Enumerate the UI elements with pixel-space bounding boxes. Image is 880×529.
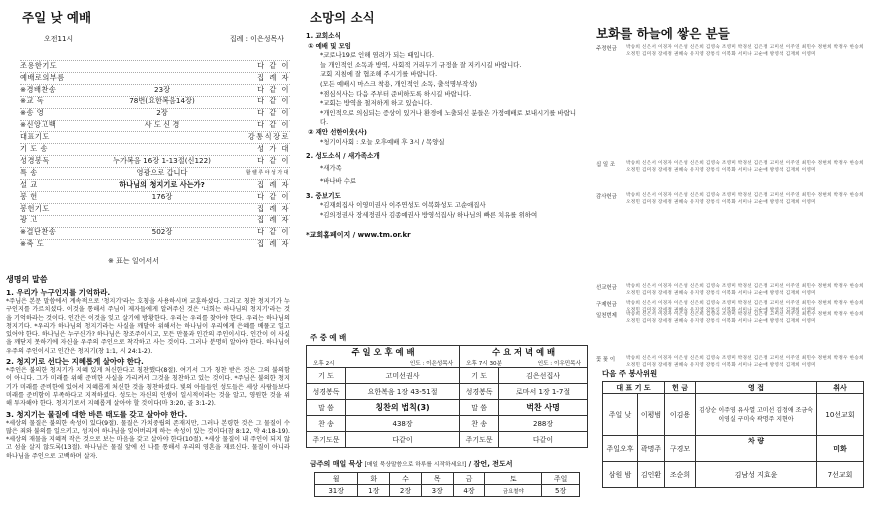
notice-line: *코로나19로 인해 염려가 되는 때입니다. xyxy=(320,51,435,60)
row3-prayer: 김인환 xyxy=(638,462,665,488)
row-value: 벅찬 사명 xyxy=(499,400,588,416)
order-content: 누가복음 16장 1-13절(신122) xyxy=(113,155,211,165)
chapter-cell: 31장 xyxy=(315,485,358,497)
notice-line: *교회는 방역을 철저하게 하고 있습니다. xyxy=(320,99,433,108)
order-name: 설 교 xyxy=(20,179,38,189)
point2-text: *주인은 불의한 청지기가 지혜 있게 처신한다고 칭찬했다(8절). 여기서 그가 칭찬 받은 것은 그의 불의함이 아니다. 그가 미래를 위해 준비한 사실을 가리켜서 그것을 칭찬하고 있는 것이다. *주님은 불의한 청지기가 미래를 준비한에 있어서 지혜롭게 처신한 것을 칭찬하셨다. 빛의 아들들인 성도들은 세상 사람들보다 미래를 준비함이 부족하다고 지적하셨다. 성도는 자신의 인생이 일시적이라는 것을 알고, 영원한 것을 위해 투자해야 한다. 청지기로서 지혜롭게 살아야 할 것이다(마 3:20, 골 3:1-2). xyxy=(6,367,290,408)
offering-group-label: 감사헌금 xyxy=(596,194,617,200)
day-cell: 목 xyxy=(421,473,453,485)
worship-row xyxy=(307,416,588,432)
order-name: ※경배찬송 xyxy=(20,84,57,94)
order-content: 2장 xyxy=(156,108,168,118)
order-content: 23장 xyxy=(153,84,171,94)
order-leader: 집 례 자 xyxy=(257,179,290,189)
order-name: 기 도 송 xyxy=(20,144,48,154)
row1-greet: 김상순 이주영 유사열 고미선 김정애 조금숙 이영실 구미숙 곽명주 지현아 xyxy=(696,394,817,436)
chapter-cell: 2장 xyxy=(390,485,422,497)
worship-order-column xyxy=(0,0,292,529)
order-name: 조용한기도 xyxy=(20,60,58,70)
day-cell: 금 xyxy=(453,473,485,485)
offering-names: 박승희 신은서 이경자 이은성 신은희 김영숙 조영미 박경선 김은정 고미선 이주연 최민수 정현희 박정우 한승희 오정민 김미경 장세정 권혜숙 유지영 강통식 이복화 서미나 고순애 방영석 김재희 이영미 xyxy=(626,284,864,296)
row-value: 다같이 xyxy=(499,432,588,448)
row-label: 말 씀 xyxy=(307,400,346,416)
order-leader: 집 례 자 xyxy=(257,72,290,82)
chapter-cell: 5장 xyxy=(542,485,580,497)
worship-row xyxy=(307,368,588,384)
neighbor-notices xyxy=(320,138,582,148)
day-cell: 월 xyxy=(315,473,358,485)
worship-notices xyxy=(320,51,582,128)
notice-line: 교회 지침에 잘 협조해 주시기를 바랍니다. xyxy=(320,70,438,79)
order-name: 특 송 xyxy=(20,167,38,177)
worship-row xyxy=(307,400,588,416)
order-content: 78번(요한복음14장) xyxy=(129,96,195,106)
worship-row xyxy=(307,432,588,448)
homepage-link[interactable]: *교회홈페이지 / www.tm.or.kr xyxy=(306,230,411,239)
news-column xyxy=(300,0,585,529)
day-cell: 주일 xyxy=(542,473,580,485)
order-leader: 다 같 이 xyxy=(257,155,290,165)
order-leader: 성 가 대 xyxy=(257,144,290,154)
car-title: 차 량 xyxy=(696,436,817,462)
offering-group-label: 주정헌금 xyxy=(596,46,617,52)
row3-greet: 김남성 지효윤 xyxy=(696,462,817,488)
row1-offer: 이김용 xyxy=(665,394,696,436)
row-value: 칭찬의 법칙(3) xyxy=(346,400,460,416)
order-content: 176장 xyxy=(151,191,173,201)
col-greeting: 영 접 xyxy=(696,382,817,394)
offering-column xyxy=(590,0,880,529)
chapter-cell: 4장 xyxy=(453,485,485,497)
sunday-pm-presider: 인도 : 이은성목사 xyxy=(409,360,454,367)
order-item xyxy=(20,96,290,108)
order-name: ※송 영 xyxy=(20,108,45,118)
order-leader: 집 례 자 xyxy=(257,203,290,213)
row1-cook: 10선교회 xyxy=(817,394,864,436)
sub-worship: ① 예배 및 모임 xyxy=(308,41,351,50)
order-item xyxy=(20,239,290,251)
notice-line: *점심식사는 다음 주부터 준비하도록 하시길 바랍니다. xyxy=(320,89,472,98)
row-label: 기 도 xyxy=(460,368,499,384)
row-label: 성경봉독 xyxy=(460,384,499,400)
order-leader: 다 같 이 xyxy=(257,108,290,118)
col-offering: 헌 금 xyxy=(665,382,696,394)
offering-group-label: 구제헌금 xyxy=(596,302,617,308)
row2-offer: 구경모 xyxy=(665,436,696,462)
word-title: 생명의 말씀 xyxy=(6,275,48,284)
order-item xyxy=(20,84,290,96)
prayer-list xyxy=(320,201,582,220)
point3-text: *세상의 물질은 불의한 속성이 있다(9절). 물질은 가치중립의 존재지만, 그러나 본령한 것은 그 물질이 수많은 죄와 불의를 일으키고, 성지어 하나님을 잊어버리게 하는 속성이 있는 것이다(참 8:12, 약 4:18-19). *세상의 재물을 지혜적 작은 것으로 보는 마음을 갖고 살아야 한다(10절). *세상 물질이 내 주인이 되지 않고 섬을 살지 않도록(13절). 하나님은 물질 앞에 선 나를 통해서 우리의 영혼을 재료신다. 물질이 아니라 하나님을 주인으로 고백하며 살자. xyxy=(6,419,290,460)
news-title: 소망의 소식 xyxy=(310,10,375,25)
service-table xyxy=(602,381,864,488)
order-name: 봉헌기도 xyxy=(20,203,50,213)
row-value: 로마서 1장 1-7절 xyxy=(499,384,588,400)
order-name: 봉 헌 xyxy=(20,191,38,201)
row-value: 요한복음 1장 43-51절 xyxy=(346,384,460,400)
presider: 집례 : 이은성목사 xyxy=(229,35,284,43)
sub-neighbor: ② 재안 선한이웃(사) xyxy=(308,127,367,136)
day-cell: 수 xyxy=(390,473,422,485)
daily-note: [매일 묵상말씀으로 하루를 시작하세요!] xyxy=(364,462,467,468)
wednesday-presider: 인도 : 이우민목사 xyxy=(537,360,581,367)
section-members: 2. 성도소식 / 새가족소개 xyxy=(306,152,380,161)
order-name: 대표기도 xyxy=(20,132,50,142)
row-label: 찬 송 xyxy=(460,416,499,432)
order-name: ※교 독 xyxy=(20,96,45,106)
order-item xyxy=(20,227,290,239)
chapter-cell: 금요철야 xyxy=(485,485,542,497)
weekday-worship-table xyxy=(306,345,588,448)
order-item xyxy=(20,120,290,132)
order-leader: 할렐루야성가대 xyxy=(245,170,290,177)
row-label: 말 씀 xyxy=(460,400,499,416)
offering-names: 박승희 신은서 이경자 이은성 신은희 김영숙 조영미 박경선 김은정 고미선 이주연 최민수 정현희 박정우 한승희 오정민 김미경 장세정 권혜숙 유지영 강통식 이복화 서미나 고순애 방영석 김재희 이영미 xyxy=(626,193,864,205)
row2-prayer: 곽명주 xyxy=(638,436,665,462)
row-value: 고미선권사 xyxy=(346,368,460,384)
day-cell: 화 xyxy=(358,473,390,485)
offering-names: 박승희 신은서 이경자 이은성 신은희 김영숙 조영미 박경선 김은정 고미선 이주연 최민수 정현희 박정우 한승희 오정민 김미경 장세정 권혜숙 유지영 강통식 이복화 서미나 고순애 방영석 김재희 이영미 xyxy=(626,312,864,324)
order-item xyxy=(20,131,290,143)
order-item xyxy=(20,179,290,191)
row3-offer: 조순희 xyxy=(665,462,696,488)
row-label: 주기도문 xyxy=(460,432,499,448)
standing-note: ※ 표는 일어서서 xyxy=(108,257,159,265)
order-item xyxy=(20,143,290,155)
order-item xyxy=(20,215,290,227)
order-item xyxy=(20,155,290,167)
sunday-pm-title: 주 일 오 후 예 배 xyxy=(307,346,460,359)
order-item xyxy=(20,72,290,84)
order-content: 영광으로 갑니다 xyxy=(136,167,188,177)
wednesday-time: 오후 7시 30분 xyxy=(466,360,502,367)
point1-text: *주님은 본문 말씀에서 계속적으로 '청지기'라는 호칭을 사용하시며 교훈하셨다. 그리고 칭찬 청지기가 누구인지를 가르치셨다. 이것을 통해서 주님이 제자들에게 알려주신 것은 '너희는 하나님의 청지기'라는 것을 기억하라는 것이다. 인간은 이것을 잊고 살기에 방황한다. 우리는 우리를 찾아야 한다. 우리는 하나님의 청지기다. *우리가 하나님의 청지기라는 사실을 깨달아 위해서는 하나님이 우리에게 은혜를 베풀고 일고 있어야 한다. 하나님은 누구신가? 하나님은 창조주이시고, 모든 만물과 인간의 주인이시다. 인간이 이 사실을 깨닫지 못하기에 자신을 우주의 주인으로 착각하고 사는 것이다. 그러나 분명히 알아야 한다. 하나님이 우주의 주인이시고 인간은 청지기(창 1:1, 시 24:1-2). xyxy=(6,298,290,355)
row-value: 다같이 xyxy=(346,432,460,448)
chapter-cell: 1장 xyxy=(358,485,390,497)
row2-cook: 미화 xyxy=(817,436,864,462)
offering-group-label: 십 일 조 xyxy=(596,162,616,168)
daily-meditation-table xyxy=(314,472,580,497)
offering-names: 박승희 신은서 이경자 이은성 신은희 김영숙 조영미 박경선 김은정 고미선 이주연 최민수 정현희 박정우 한승희 오정민 김미경 장세정 권혜숙 유지영 강통식 이복화 서미나 고순애 방영석 김재희 이영미 xyxy=(626,301,864,313)
order-leader: 집 례 자 xyxy=(257,239,290,249)
daily-title: 금주의 매일 묵상 xyxy=(310,460,363,468)
order-item xyxy=(20,108,290,120)
order-leader: 다 같 이 xyxy=(257,191,290,201)
offering-names: 박승희 신은서 이경자 이은성 신은희 김영숙 조영미 박경선 김은정 고미선 이주연 최민수 정현희 박정우 한승희 오정민 김미경 장세정 권혜숙 유지영 강통식 이복화 서미나 고순애 방영석 김재희 이영미 xyxy=(626,45,864,57)
offering-group-label: 선교헌금 xyxy=(596,285,617,291)
worship-time: 오전11시 xyxy=(44,35,74,43)
notice-line: (모든 예배시 마스크 착용, 개인적인 소독, 출석명부작성) xyxy=(320,79,478,88)
order-content: 하나님의 청지기로 사는가? xyxy=(119,179,205,189)
order-name: 광 고 xyxy=(20,215,38,225)
order-leader: 다 같 이 xyxy=(257,227,290,237)
sunday-pm-time: 오후 2시 xyxy=(313,360,335,367)
col-cooking: 취사 xyxy=(817,382,864,394)
section-church-news: 1. 교회소식 xyxy=(306,32,341,40)
offering-names: 박승희 신은서 이경자 이은성 신은희 김영숙 조영미 박경선 김은정 고미선 이주연 최민수 정현희 박정우 한승희 오정민 김미경 장세정 권혜숙 유지영 강통식 이복화 서미나 고순애 방영석 김재희 이영미 xyxy=(626,356,864,368)
point3-title: 3. 청지기는 물질에 대한 바른 태도를 갖고 살아야 한다. xyxy=(6,409,188,419)
chapter-cell: 3장 xyxy=(421,485,453,497)
order-leader: 다 같 이 xyxy=(257,84,290,94)
order-leader: 다 같 이 xyxy=(257,120,290,130)
point1-title: 1. 우리가 누구인지를 기억하라. xyxy=(6,288,111,297)
row1-time: 주일 낮 xyxy=(603,394,638,436)
order-item xyxy=(20,203,290,215)
notice-line: *청기이사회 : 오늘 오후예배 후 3시 / 목양실 xyxy=(320,137,445,146)
order-item xyxy=(20,167,290,179)
point2-title: 2. 청지기로 선다는 지혜롭게 살아야 한다. xyxy=(6,357,144,367)
row3-time: 삼원 밤 xyxy=(603,462,638,488)
notice-line: 늘 개인적인 소독과 방역, 사회적 거리두기 규정을 잘 지키시길 바랍니다. xyxy=(320,60,522,69)
offering-group-label: 꽃 꽂 이 xyxy=(596,357,616,363)
section-prayer: 3. 중보기도 xyxy=(306,191,341,200)
notice-line: *김재희집사 이영미권사 이주연성도 이복화성도 고순애집사 xyxy=(320,201,486,210)
order-content: 사 도 신 경 xyxy=(144,120,180,130)
row3-cook: 7선교회 xyxy=(817,462,864,488)
row-label: 주기도문 xyxy=(307,432,346,448)
service-title: 다음 주 봉사위원 xyxy=(602,369,658,378)
order-name: ※결단찬송 xyxy=(20,227,57,237)
row1-prayer: 이평범 xyxy=(638,394,665,436)
order-name: 성경봉독 xyxy=(20,155,50,165)
order-leader: 집 례 자 xyxy=(257,215,290,225)
wednesday-title: 수 요 저 녁 예 배 xyxy=(460,346,588,359)
order-leader: 다 같 이 xyxy=(257,96,290,106)
day-cell: 토 xyxy=(485,473,542,485)
row2-time: 주일오후 xyxy=(603,436,638,462)
row-value: 김은선집사 xyxy=(499,368,588,384)
row-value: 288장 xyxy=(499,416,588,432)
notice-line: *개인적으로 의심되는 증상이 있거나 환경에 노출되신 분들은 가정예배로 보내시기를 바랍니다. xyxy=(320,108,577,127)
weekday-worship-title: 주 중 예 배 xyxy=(310,333,347,342)
worship-row xyxy=(307,384,588,400)
order-name: ※축 도 xyxy=(20,239,45,249)
order-item xyxy=(20,60,290,72)
row-value: 438장 xyxy=(346,416,460,432)
order-name: ※신앙고백 xyxy=(20,120,57,130)
order-leader: 다 같 이 xyxy=(257,60,290,70)
daily-sub: / 잠언, 전도서 xyxy=(468,460,513,468)
row-label: 성경봉독 xyxy=(307,384,346,400)
order-leader: 강통식장로 xyxy=(247,132,290,142)
row-label: 기 도 xyxy=(307,368,346,384)
order-name: 예배로의부름 xyxy=(20,72,65,82)
member-notices xyxy=(320,162,582,188)
order-item xyxy=(20,191,290,203)
col-prayer: 대 표 기 도 xyxy=(603,382,665,394)
order-content: 502장 xyxy=(151,227,173,237)
offering-names: 박승희 신은서 이경자 이은성 신은희 김영숙 조영미 박경선 김은정 고미선 이주연 최민수 정현희 박정우 한승희 오정민 김미경 장세정 권혜숙 유지영 강통식 이복화 서미나 고순애 방영석 김재희 이영미 xyxy=(626,161,864,173)
page-title: 주일 낮 예배 xyxy=(22,10,92,25)
notice-line: *바나바 수료 xyxy=(320,176,357,185)
offering-title: 보화를 하늘에 쌓은 분들 xyxy=(596,26,730,41)
notice-line: *김의정권사 장세정권사 김종예권사 방영석집사/ 하나님의 빠른 치유를 위하여 xyxy=(320,210,538,219)
row-label: 찬 송 xyxy=(307,416,346,432)
notice-line: *새가족 xyxy=(320,163,342,172)
offering-group-label: 일천번제 xyxy=(596,313,617,319)
